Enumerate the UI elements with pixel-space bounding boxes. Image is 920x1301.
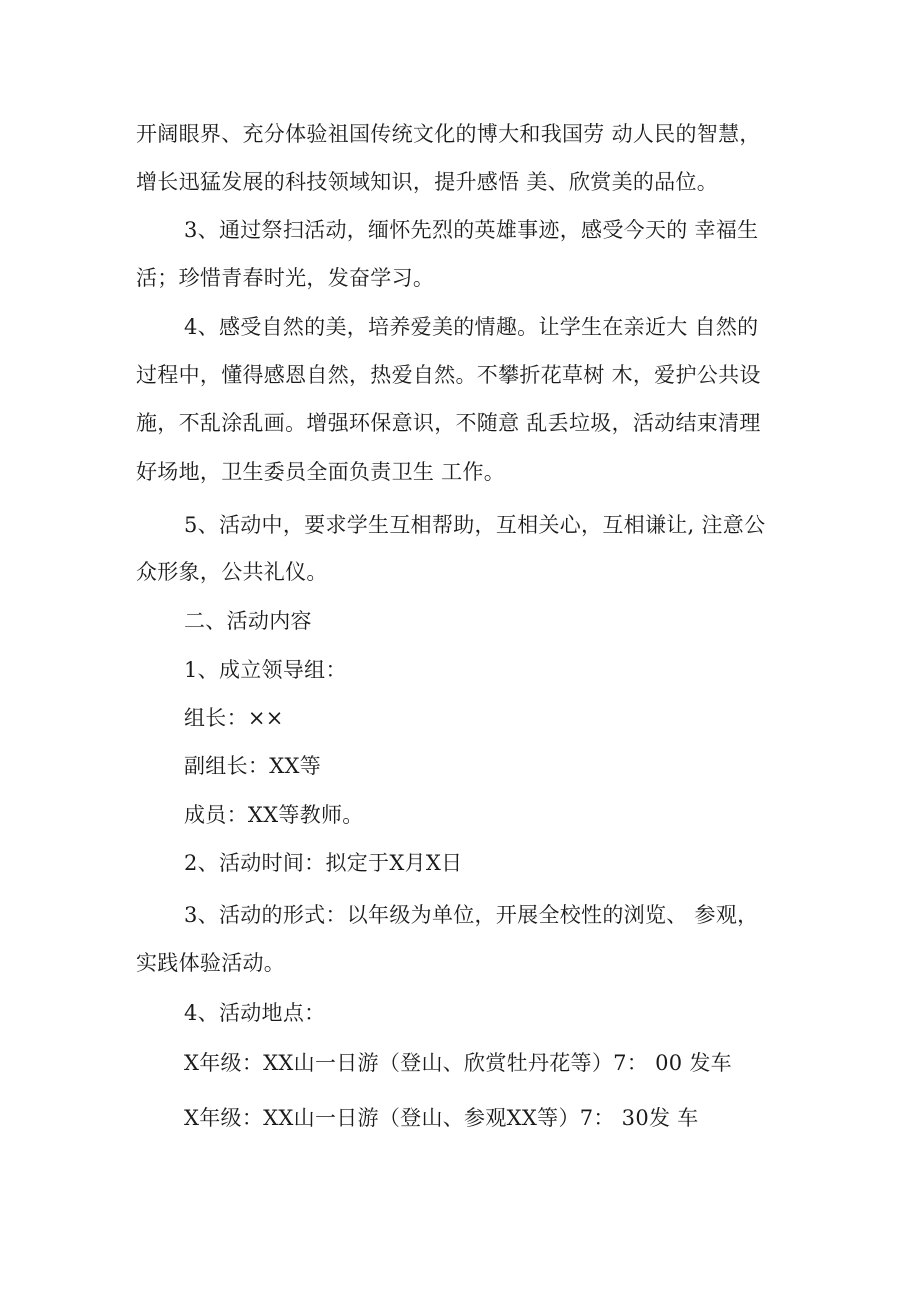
paragraph-line: 副组长：XX等	[184, 754, 321, 778]
paragraph-line: 众形象，公共礼仪。	[136, 560, 328, 584]
paragraph-line: 开阔眼界、充分体验祖国传统文化的博大和我国劳 动人民的智慧，	[136, 122, 761, 146]
paragraph-line: 增长迅猛发展的科技领域知识，提升感悟 美、欣赏美的品位。	[136, 170, 719, 194]
paragraph-line: 施，不乱涂乱画。增强环保意识，不随意 乱丢垃圾，活动结束清理	[136, 411, 761, 435]
paragraph-line: 过程中，懂得感恩自然，热爱自然。不攀折花草树 木，爱护公共设	[136, 363, 761, 387]
paragraph-line: 4、活动地点：	[184, 1001, 326, 1025]
paragraph-line: X年级：XX山一日游（登山、欣赏牡丹花等）7： 00 发车	[184, 1051, 732, 1075]
paragraph-line: 3、通过祭扫活动，缅怀先烈的英雄事迹，感受今天的 幸福生	[184, 218, 759, 242]
paragraph-line: 好场地，卫生委员全面负责卫生 工作。	[136, 460, 506, 484]
paragraph-line: 3、活动的形式：以年级为单位，开展全校性的浏览、 参观，	[184, 903, 759, 927]
paragraph-line: 2、活动时间：拟定于X月X日	[184, 851, 463, 875]
section-heading: 二、活动内容	[184, 609, 312, 633]
paragraph-line: 5、活动中，要求学生互相帮助，互相关心，互相谦让, 注意公	[184, 513, 766, 537]
paragraph-line: 成员：XX等教师。	[184, 803, 364, 827]
paragraph-line: 组长：××	[184, 706, 284, 730]
paragraph-line: 实践体验活动。	[136, 951, 286, 975]
paragraph-line: 活；珍惜青春时光，发奋学习。	[136, 266, 435, 290]
paragraph-line: 1、成立领导组：	[184, 658, 347, 682]
paragraph-line: 4、感受自然的美，培养爱美的情趣。让学生在亲近大 自然的	[184, 315, 759, 339]
paragraph-line: X年级：XX山一日游（登山、参观XX等）7： 30发 车	[184, 1106, 699, 1130]
